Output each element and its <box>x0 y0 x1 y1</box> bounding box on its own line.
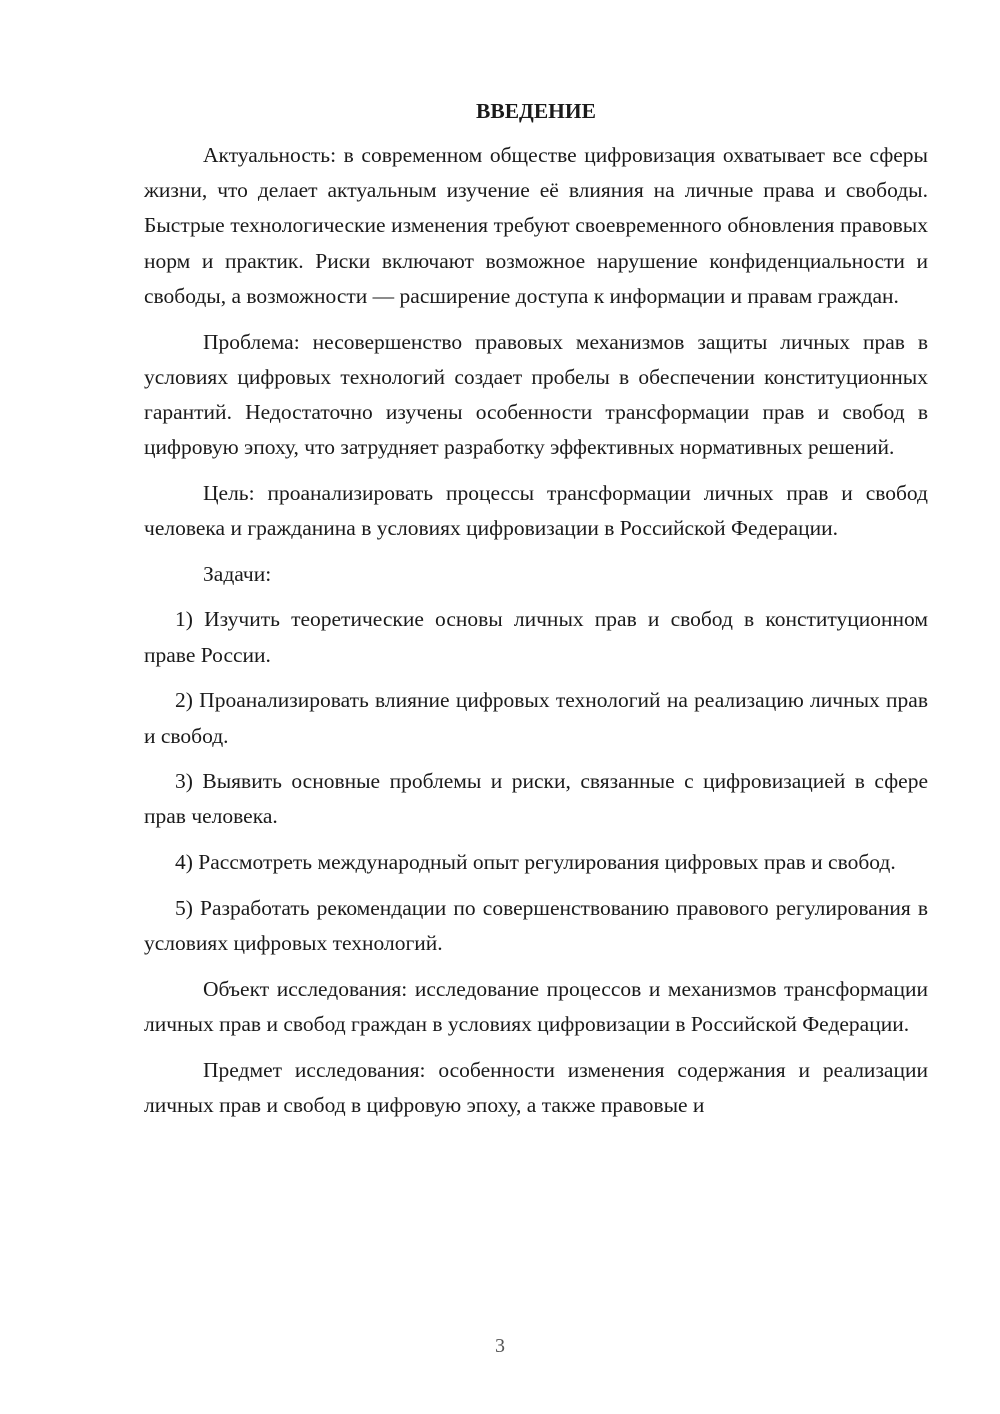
task-item-3: 3) Выявить основные проблемы и риски, связанные с цифровизацией в сфере прав человека. <box>144 769 928 829</box>
tasks-label: Задачи: <box>203 561 272 586</box>
task-item-5: 5) Разработать рекомендации по совершенствованию правового регулирования в условиях цифровых технологий. <box>144 895 928 956</box>
object-paragraph: Объект исследования: исследование процессов и механизмов трансформации личных прав и свобод граждан в условиях цифровизации в Российской Федерации. <box>144 976 928 1036</box>
goal-paragraph: Цель: проанализировать процессы трансформации личных прав и свобод человека и гражданина в условиях цифровизации в Российской Федерации. <box>144 480 928 541</box>
problem-paragraph: Проблема: несовершенство правовых механизмов защиты личных прав в условиях цифровых технологий создает пробелы в обеспечении конституционных гарантий. Недостаточно изучены особенности трансформации прав и свобод в цифровую эпоху, что затрудняет разработку эффективных нормативных решений. <box>144 329 928 460</box>
task-item-2: 2) Проанализировать влияние цифровых технологий на реализацию личных прав и свобод. <box>144 688 928 748</box>
document-page <box>144 96 928 1134</box>
section-heading: ВВЕДЕНИЕ <box>476 99 596 123</box>
relevance-paragraph: Актуальность: в современном обществе цифровизация охватывает все сферы жизни, что делает актуальным изучение её влияния на личные права и свободы. Быстрые технологические изменения требуют своевременного обновления правовых норм и практик. Риски включают возможное нарушение конфиденциальности и свободы, а возможности — расширение доступа к информации и правам граждан. <box>144 143 928 308</box>
task-item-4: 4) Рассмотреть международный опыт регулирования цифровых прав и свобод. <box>175 850 896 875</box>
page-number: 3 <box>495 1335 505 1357</box>
task-item-1: 1) Изучить теоретические основы личных прав и свобод в конституционном праве России. <box>144 607 928 667</box>
subject-paragraph: Предмет исследования: особенности изменения содержания и реализации личных прав и свобод в цифровую эпоху, а также правовые и <box>144 1057 928 1117</box>
